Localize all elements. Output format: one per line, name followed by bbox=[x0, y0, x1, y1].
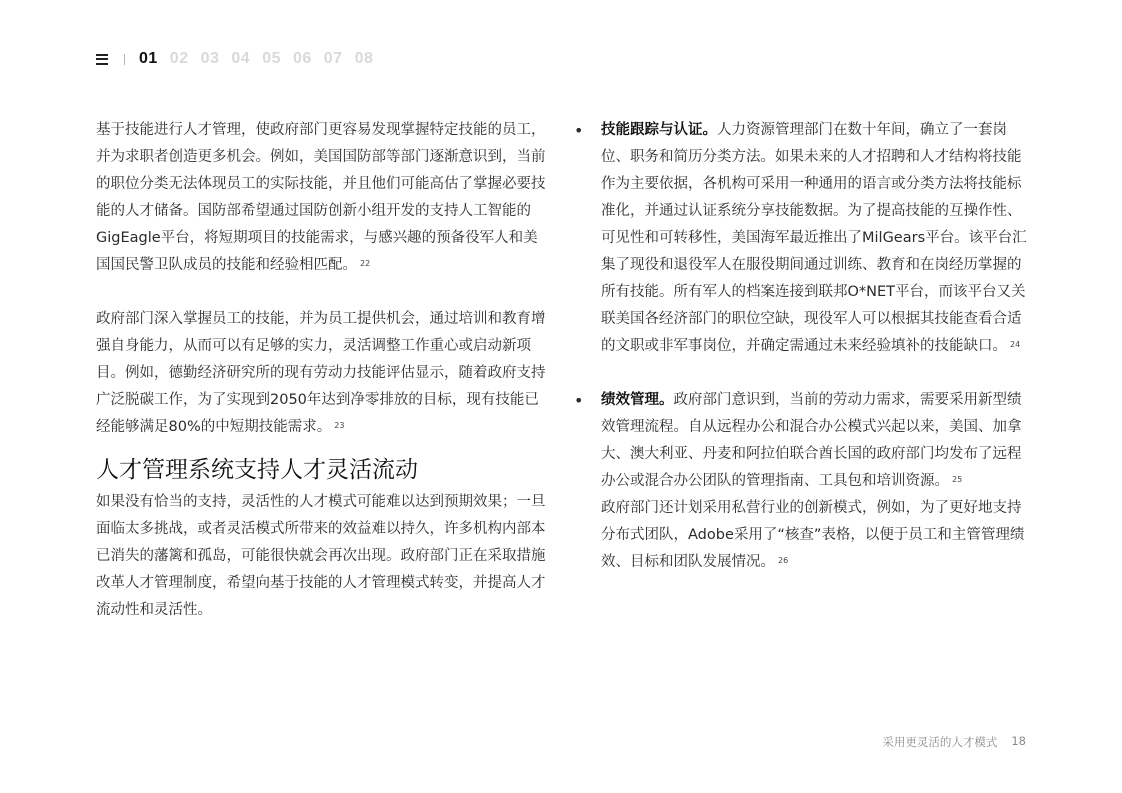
bullet-icon: • bbox=[574, 391, 584, 410]
paragraph: 如果没有恰当的支持，灵活性的人才模式可能难以达到预期效果；一旦面临太多挑战，或者灵活模式所带来的效益难以持久，许多机构内部本已消失的藩篱和孤岛，可能很快就会再次出现。政府部门正在采取措施改革人才管理制度，希望向基于技能的人才管理模式转变，并提高人才流动性和灵活性。 bbox=[96, 494, 546, 618]
bullet-item bbox=[574, 387, 1030, 576]
right-column bbox=[574, 117, 1030, 576]
footnote-ref[interactable]: 26 bbox=[778, 556, 789, 565]
bullet-body: 政府部门还计划采用私营行业的创新模式，例如，为了更好地支持分布式团队，Adobe采用了“核查”表格，以便于员工和主管管理绩效、目标和团队发展情况。 bbox=[601, 500, 1025, 570]
bullet-text bbox=[601, 387, 1030, 576]
chapter-nav bbox=[96, 50, 385, 68]
nav-chapter-07[interactable]: 07 bbox=[323, 50, 343, 67]
bullet-body: 政府部门意识到，当前的劳动力需求，需要采用新型绩效管理流程。自从远程办公和混合办公模式兴起以来，美国、加拿大、澳大利亚、丹麦和阿拉伯联合酋长国的政府部门均发布了远程办公或混合办公团队的管理指南、工具包和培训资源。 bbox=[601, 392, 1022, 489]
bullet-title: 技能跟踪与认证。 bbox=[601, 122, 717, 138]
paragraph-text: 政府部门深入掌握员工的技能，并为员工提供机会，通过培训和教育增强自身能力，从而可以有足够的实力，灵活调整工作重心或启动新项目。例如，德勤经济研究所的现有劳动力技能评估显示，随着政府支持广泛脱碳工作，为了实现到2050年达到净零排放的目标，现有技能已经能够满足80%的中短期技能需求。 bbox=[96, 311, 546, 435]
paragraph-text: 基于技能进行人才管理，使政府部门更容易发现掌握特定技能的员工，并为求职者创造更多机会。例如，美国国防部等部门逐渐意识到，当前的职位分类无法体现员工的实际技能，并且他们可能高估了掌握必要技能的人才储备。国防部希望通过国防创新小组开发的支持人工智能的GigEagle平台，将短期项目的技能需求，与感兴趣的预备役军人和美国国民警卫队成员的技能和经验相匹配。 bbox=[96, 122, 546, 273]
bullet-title: 绩效管理。 bbox=[601, 392, 674, 408]
nav-chapter-08[interactable]: 08 bbox=[354, 50, 374, 67]
footnote-ref[interactable]: 25 bbox=[952, 475, 963, 484]
footer-title: 采用更灵活的人才模式 bbox=[882, 735, 998, 749]
nav-chapter-03[interactable]: 03 bbox=[200, 50, 220, 67]
bullet-icon: • bbox=[574, 121, 584, 140]
footnote-ref[interactable]: 24 bbox=[1010, 340, 1021, 349]
section-heading: 人才管理系统支持人才灵活流动 bbox=[96, 457, 418, 483]
nav-chapter-05[interactable]: 05 bbox=[262, 50, 281, 67]
nav-divider bbox=[124, 54, 125, 65]
page-number: 18 bbox=[1011, 734, 1026, 748]
nav-chapter-04[interactable]: 04 bbox=[231, 50, 251, 67]
paragraph bbox=[96, 306, 548, 441]
left-column bbox=[96, 117, 548, 624]
footnote-ref[interactable]: 23 bbox=[334, 421, 345, 430]
nav-chapter-02[interactable]: 02 bbox=[169, 50, 189, 67]
menu-icon[interactable] bbox=[96, 54, 108, 65]
bullet-text bbox=[601, 117, 1030, 360]
nav-chapter-01[interactable]: 01 bbox=[139, 50, 158, 67]
paragraph bbox=[96, 117, 548, 279]
footnote-ref[interactable]: 22 bbox=[360, 259, 371, 268]
nav-chapter-06[interactable]: 06 bbox=[292, 50, 312, 67]
bullet-body: 人力资源管理部门在数十年间，确立了一套岗位、职务和简历分类方法。如果未来的人才招聘和人才结构将技能作为主要依据，各机构可采用一种通用的语言或分类方法将技能标准化，并通过认证系统分享技能数据。为了提高技能的互操作性、可见性和可转移性，美国海军最近推出了MilGears平台。该平台汇集了现役和退役军人在服役期间通过训练、教育和在岗经历掌握的所有技能。所有军人的档案连接到联邦O*NET平台，而该平台又关联美国各经济部门的职位空缺，现役军人可以根据其技能查看合适的文职或非军事岗位，并确定需通过未来经验填补的技能缺口。 bbox=[601, 122, 1027, 354]
bullet-item bbox=[574, 117, 1030, 360]
page-footer bbox=[882, 734, 1026, 750]
